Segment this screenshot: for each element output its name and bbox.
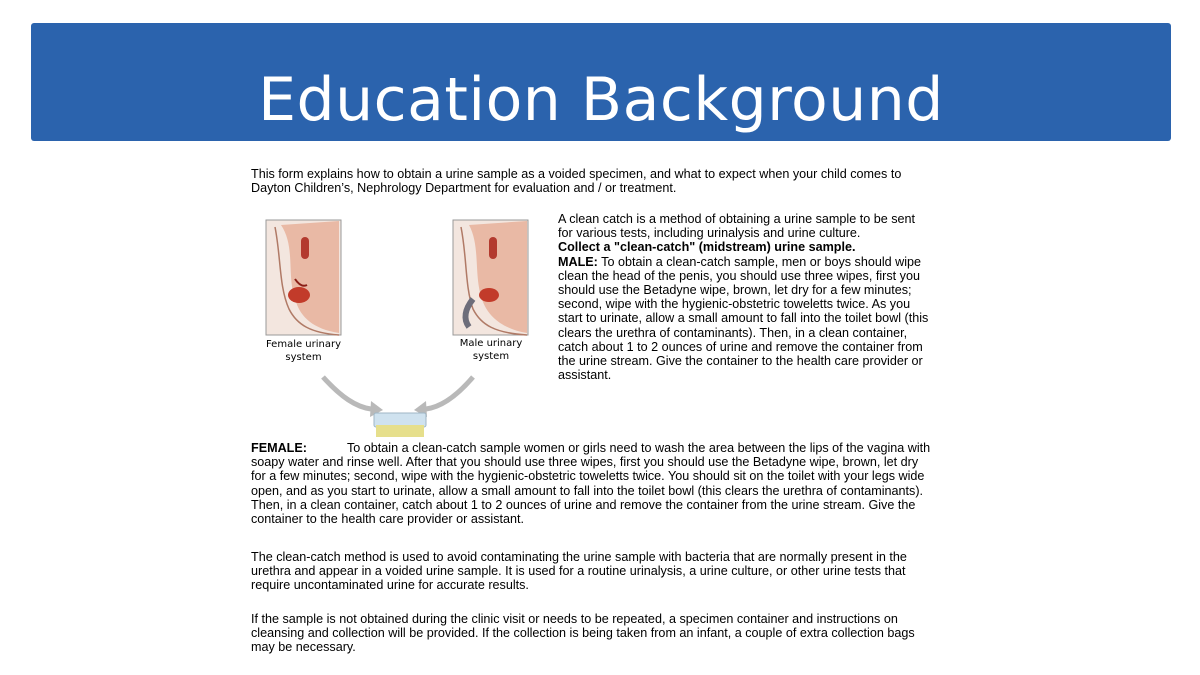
- male-caption-line2: system: [472, 351, 510, 362]
- anatomy-figure: [251, 217, 541, 437]
- female-caption-line1: Female urinary: [265, 339, 342, 350]
- female-figure-caption: [256, 338, 351, 364]
- male-label: MALE:: [558, 254, 598, 269]
- followup-paragraph: If the sample is not obtained during the clinic visit or needs to be repeated, a specimen container and instructions on cleansing and collection will be provided. If the collection is being taken from an infant, a couple of extra collection bags may be necessary.: [251, 612, 915, 655]
- slide-title: Education Background: [258, 65, 944, 135]
- male-anatomy-image: [453, 220, 528, 335]
- male-caption-line1: Male urinary: [459, 338, 523, 349]
- female-anatomy-image: [266, 220, 341, 335]
- title-banner: [31, 23, 1171, 141]
- male-figure-caption: [446, 337, 536, 363]
- intro-paragraph: This form explains how to obtain a urine sample as a voided specimen, and what to expect when your child comes to Dayton Children’s, Nephrology Department for evaluation and / or treatment.: [251, 167, 902, 196]
- urinary-system-illustration: [251, 217, 541, 437]
- female-caption-line2: system: [285, 352, 322, 363]
- specimen-cup-image: [374, 413, 426, 437]
- clean-catch-column: [558, 212, 933, 382]
- female-text: To obtain a clean-catch sample women or girls need to wash the area between the lips of the vagina with soapy water and rinse well. After that you should use three wipes, first you should use the Betadyne wipe, brown, let dry for a few minutes; second, wipe with the hygienic-obstetric toweletts twice. You should sit on the toilet with your legs wide open, and as you start to urinate, allow a small amount to fall into the toilet bowl (this clears the urethra of contaminants). Then, in a clean container, catch about 1 to 2 ounces of urine and remove the container from the urine stream. Give the container to the health care provider or assistant.: [251, 441, 931, 527]
- male-text: To obtain a clean-catch sample, men or boys should wipe clean the head of the penis, you should use three wipes, first you should use the Betadyne wipe, brown, let dry for a few minutes; second, wipe with the hygienic-obstetric toweletts twice. As you start to urinate, allow a small amount to fall into the toilet bowl (this clears the urethra of contaminants). Then, in a clean container, catch about 1 to 2 ounces of urine and remove the container from the urine stream. Give the container to the health care provider or assistant.: [558, 254, 929, 383]
- male-instructions: [558, 255, 933, 383]
- purpose-paragraph: The clean-catch method is used to avoid contaminating the urine sample with bacteria that are normally present in the urethra and appear in a voided urine sample. It is used for a routine urinalysis, a urine culture, or other urine tests that require uncontaminated urine for accurate results.: [251, 550, 907, 593]
- female-instructions: [251, 441, 931, 526]
- collect-heading: Collect a "clean-catch" (midstream) urine sample.: [558, 240, 856, 255]
- clean-catch-definition: A clean catch is a method of obtaining a urine sample to be sent for various tests, including urinalysis and urine culture.: [558, 212, 916, 241]
- female-label: FEMALE:: [251, 441, 307, 455]
